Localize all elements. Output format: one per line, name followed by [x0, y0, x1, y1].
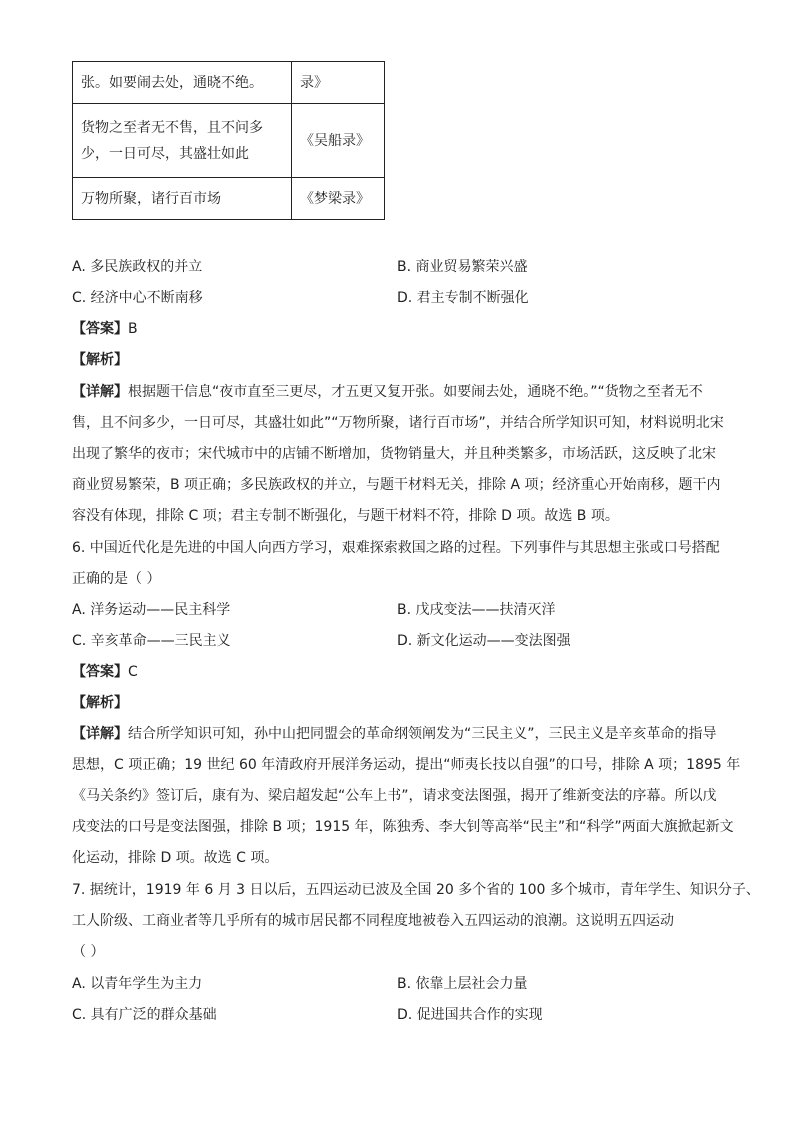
q7-option-a: A. 以青年学生为主力	[72, 976, 203, 992]
detail-tag: 【详解】	[72, 384, 128, 400]
q6-answer	[72, 662, 138, 682]
q6-detail-line	[72, 724, 717, 744]
q5-detail-line	[72, 382, 703, 402]
q7-option-d: D. 促进国共合作的实现	[397, 1007, 543, 1023]
table-cell-source: 《吴船录》	[292, 104, 385, 178]
q6-stem-line: 6. 中国近代化是先进的中国人向西方学习，艰难探索救国之路的过程。下列事件与其思想主张或口号搭配	[72, 540, 720, 556]
q6-detail-line: 《马关条约》签订后，康有为、梁启超发起“公车上书”，请求变法图强，揭开了维新变法的序幕。所以戊	[72, 788, 717, 804]
answer-tag: 【答案】	[72, 664, 128, 680]
q7-option-b: B. 依靠上层社会力量	[397, 976, 528, 992]
table-cell-text	[73, 104, 292, 178]
answer-value: B	[128, 321, 138, 337]
table-cell-text: 张。如要闹去处，通晓不绝。	[73, 62, 292, 104]
detail-text: 结合所学知识可知，孙中山把同盟会的革命纲领阐发为“三民主义”，三民主义是辛亥革命的指导	[128, 726, 717, 742]
q6-detail-line: 化运动，排除 D 项。故选 C 项。	[72, 850, 279, 866]
q6-option-d: D. 新文化运动——变法图强	[397, 633, 571, 649]
q5-answer	[72, 319, 138, 339]
table-row	[73, 104, 385, 178]
q6-detail-line: 思想，C 项正确；19 世纪 60 年清政府开展洋务运动，提出“师夷长技以自强”的口号，排除 A 项；1895 年	[72, 757, 741, 773]
table-cell-line: 少，一日可尽，其盛壮如此	[81, 145, 249, 162]
table-row	[73, 62, 385, 104]
answer-value: C	[128, 664, 138, 680]
q6-option-c: C. 辛亥革命——三民主义	[72, 633, 231, 649]
q5-option-d: D. 君主专制不断强化	[397, 290, 529, 306]
answer-tag: 【答案】	[72, 321, 128, 337]
table-cell-source: 《梦梁录》	[292, 178, 385, 220]
table-row	[73, 178, 385, 220]
detail-text: 根据题干信息“夜市直至三更尽，才五更又复开张。如要闹去处，通晓不绝。”“货物之至者无不	[128, 384, 703, 400]
q6-analysis-tag: 【解析】	[72, 695, 128, 711]
q5-option-c: C. 经济中心不断南移	[72, 290, 203, 306]
q6-option-a: A. 洋务运动——民主科学	[72, 602, 231, 618]
table-cell-text: 万物所聚，诸行百市场	[73, 178, 292, 220]
table-cell-line: 货物之至者无不售，且不问多	[81, 119, 263, 136]
q5-option-a: A. 多民族政权的并立	[72, 259, 203, 275]
q6-stem-line: 正确的是（ ）	[72, 571, 161, 587]
q5-detail-line: 出现了繁华的夜市；宋代城市中的店铺不断增加，货物销量大，并且种类繁多，市场活跃，这反映了北宋	[72, 446, 716, 462]
q7-stem-line: （ ）	[72, 944, 105, 960]
q6-option-b: B. 戊戌变法——扶清灭洋	[397, 602, 556, 618]
q7-stem-line: 7. 据统计，1919 年 6 月 3 日以后，五四运动已波及全国 20 多个省的 100 多个城市，青年学生、知识分子、	[72, 882, 760, 898]
q6-detail-line: 戌变法的口号是变法图强，排除 B 项；1915 年，陈独秀、李大钊等高举“民主”和“科学”两面大旗掀起新文	[72, 819, 734, 835]
q7-stem-line: 工人阶级、工商业者等几乎所有的城市居民都不同程度地被卷入五四运动的浪潮。这说明五四运动	[72, 913, 674, 929]
q5-detail-line: 商业贸易繁荣，B 项正确；多民族政权的并立，与题干材料无关，排除 A 项；经济重心开始南移，题干内	[72, 477, 721, 493]
detail-tag: 【详解】	[72, 726, 128, 742]
q5-detail-line: 容没有体现，排除 C 项；君主专制不断强化，与题干材料不符，排除 D 项。故选 B 项。	[72, 508, 619, 524]
q5-option-b: B. 商业贸易繁荣兴盛	[397, 259, 528, 275]
q5-analysis-tag: 【解析】	[72, 352, 128, 368]
q5-detail-line: 售，且不问多少，一日可尽，其盛壮如此”“万物所聚，诸行百市场”，并结合所学知识可知，材料说明北宋	[72, 415, 724, 431]
q7-option-c: C. 具有广泛的群众基础	[72, 1007, 217, 1023]
source-table	[72, 61, 385, 220]
table-cell-source: 录》	[292, 62, 385, 104]
